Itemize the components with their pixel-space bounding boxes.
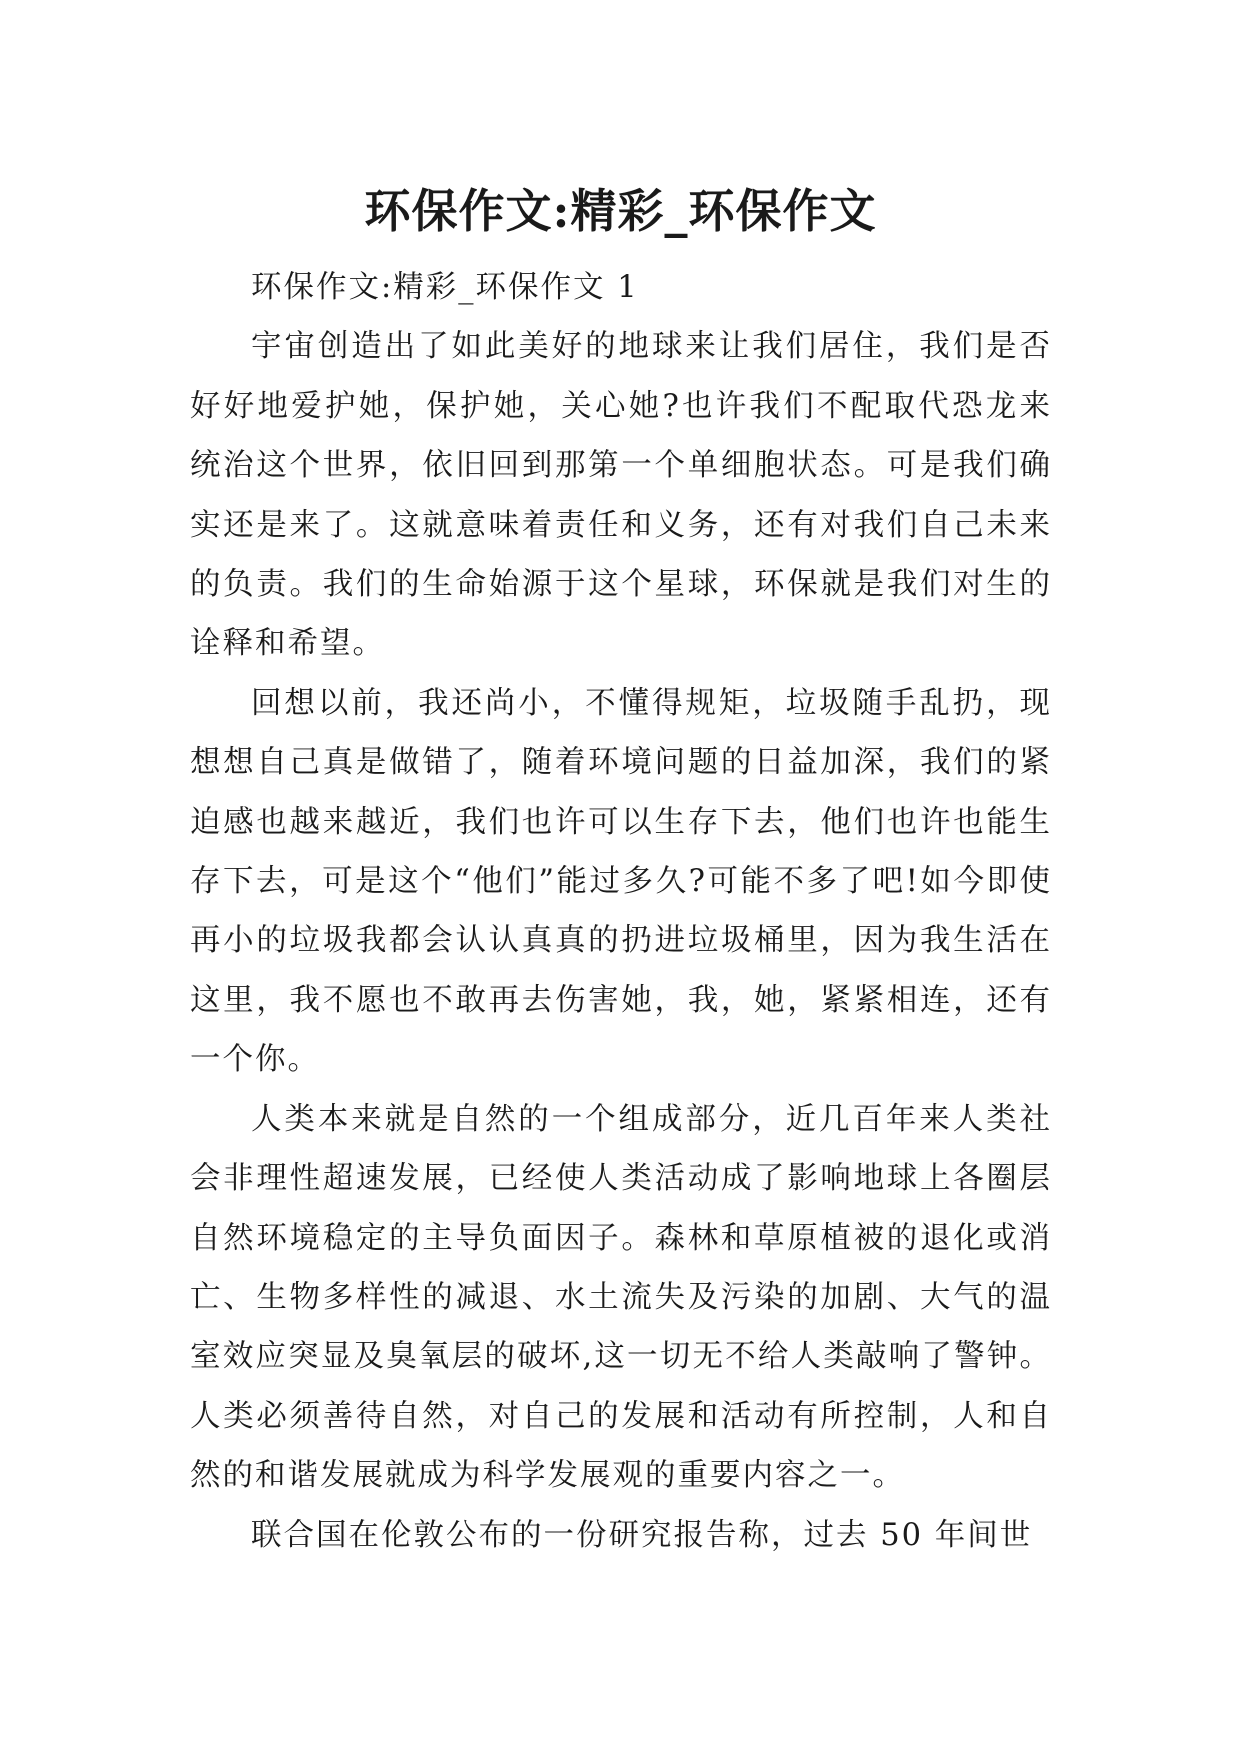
document-body xyxy=(190,258,1052,1565)
paragraph: 联合国在伦敦公布的一份研究报告称，过去 50 年间世 xyxy=(251,1517,1033,1553)
paragraph: 宇宙创造出了如此美好的地球来让我们居住，我们是否好好地爱护她，保护她，关心她?也许我们不配取代恐龙来统治这个世界，依旧回到那第一个单细胞状态。可是我们确实还是来了。这就意味着责任和义务，还有对我们自己未来的负责。我们的生命始源于这个星球，环保就是我们对生的诠释和希望。 xyxy=(190,329,1052,662)
section-heading: 环保作文:精彩_环保作文 1 xyxy=(251,270,639,305)
paragraph: 人类本来就是自然的一个组成部分，近几百年来人类社会非理性超速发展，已经使人类活动成了影响地球上各圈层自然环境稳定的主导负面因子。森林和草原植被的退化或消亡、生物多样性的减退、水土流失及污染的加剧、大气的温室效应突显及臭氧层的破坏,这一切无不给人类敲响了警钟。人类必须善待自然，对自己的发展和活动有所控制，人和自然的和谐发展就成为科学发展观的重要内容之一。 xyxy=(190,1101,1052,1494)
document-title: 环保作文:精彩_环保作文 xyxy=(364,183,877,238)
paragraph: 回想以前，我还尚小，不懂得规矩，垃圾随手乱扔，现想想自己真是做错了，随着环境问题的日益加深，我们的紧迫感也越来越近，我们也许可以生存下去，他们也许也能生存下去，可是这个“他们”能过多久?可能不多了吧!如今即使再小的垃圾我都会认认真真的扔进垃圾桶里，因为我生活在这里，我不愿也不敢再去伤害她，我，她，紧紧相连，还有一个你。 xyxy=(190,685,1052,1078)
